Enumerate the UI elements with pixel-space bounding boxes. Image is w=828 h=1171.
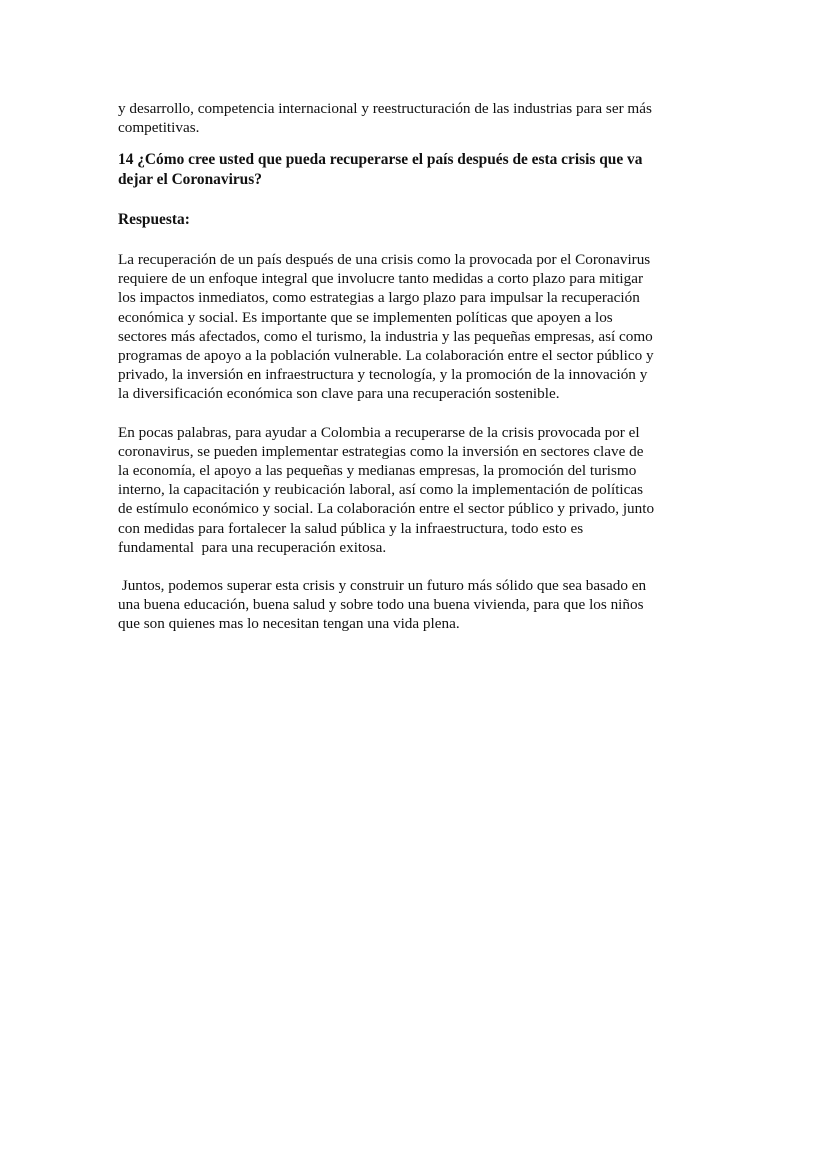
text-line: La recuperación de un país después de una crisis como la provocada por el Coronavirus [118, 251, 651, 269]
text-line: una buena educación, buena salud y sobre todo una buena vivienda, para que los niños [118, 596, 644, 614]
text-line: requiere de un enfoque integral que involucre tanto medidas a corto plazo para mitigar [118, 270, 644, 288]
text-line: programas de apoyo a la población vulnerable. La colaboración entre el sector público y [118, 347, 654, 365]
document-body [118, 99, 718, 634]
text-line: coronavirus, se pueden implementar estrategias como la inversión en sectores clave de [118, 442, 644, 460]
heading-line: dejar el Coronavirus? [118, 170, 262, 188]
answer-paragraph-2 [118, 423, 718, 557]
text-line: competitivas. [118, 119, 200, 137]
text-line: con medidas para fortalecer la salud pública y la infraestructura, todo esto es [118, 519, 584, 537]
text-line: la diversificación económica son clave para una recuperación sostenible. [118, 385, 560, 403]
text-line: y desarrollo, competencia internacional y reestructuración de las industrias para ser más [118, 100, 652, 117]
text-line: la economía, el apoyo a las pequeñas y medianas empresas, la promoción del turismo [118, 462, 637, 480]
text-line: Juntos, podemos superar esta crisis y construir un futuro más sólido que sea basado en [118, 577, 647, 595]
text-line: los impactos inmediatos, como estrategias a largo plazo para impulsar la recuperación [118, 289, 640, 307]
answer-label-text: Respuesta: [118, 210, 190, 228]
answer-label [118, 210, 718, 229]
answer-paragraph-3 [118, 576, 718, 634]
continuation-paragraph [118, 99, 718, 137]
text-line: interno, la capacitación y reubicación laboral, así como la implementación de políticas [118, 481, 644, 499]
text-line: que son quienes mas lo necesitan tengan una vida plena. [118, 615, 460, 633]
text-line: económica y social. Es importante que se implementen políticas que apoyen a los [118, 308, 613, 326]
text-line: privado, la inversión en infraestructura y tecnología, y la promoción de la innovación y [118, 366, 648, 384]
text-line: En pocas palabras, para ayudar a Colombia a recuperarse de la crisis provocada por el [118, 423, 640, 441]
text-line: fundamental para una recuperación exitosa. [118, 538, 387, 556]
question-heading [118, 150, 718, 188]
text-line: sectores más afectados, como el turismo, la industria y las pequeñas empresas, así como [118, 327, 653, 345]
heading-line: 14 ¿Cómo cree usted que pueda recuperarse el país después de esta crisis que va [118, 151, 643, 169]
text-line: de estímulo económico y social. La colaboración entre el sector público y privado, junto [118, 500, 655, 518]
answer-paragraph-1 [118, 250, 718, 404]
